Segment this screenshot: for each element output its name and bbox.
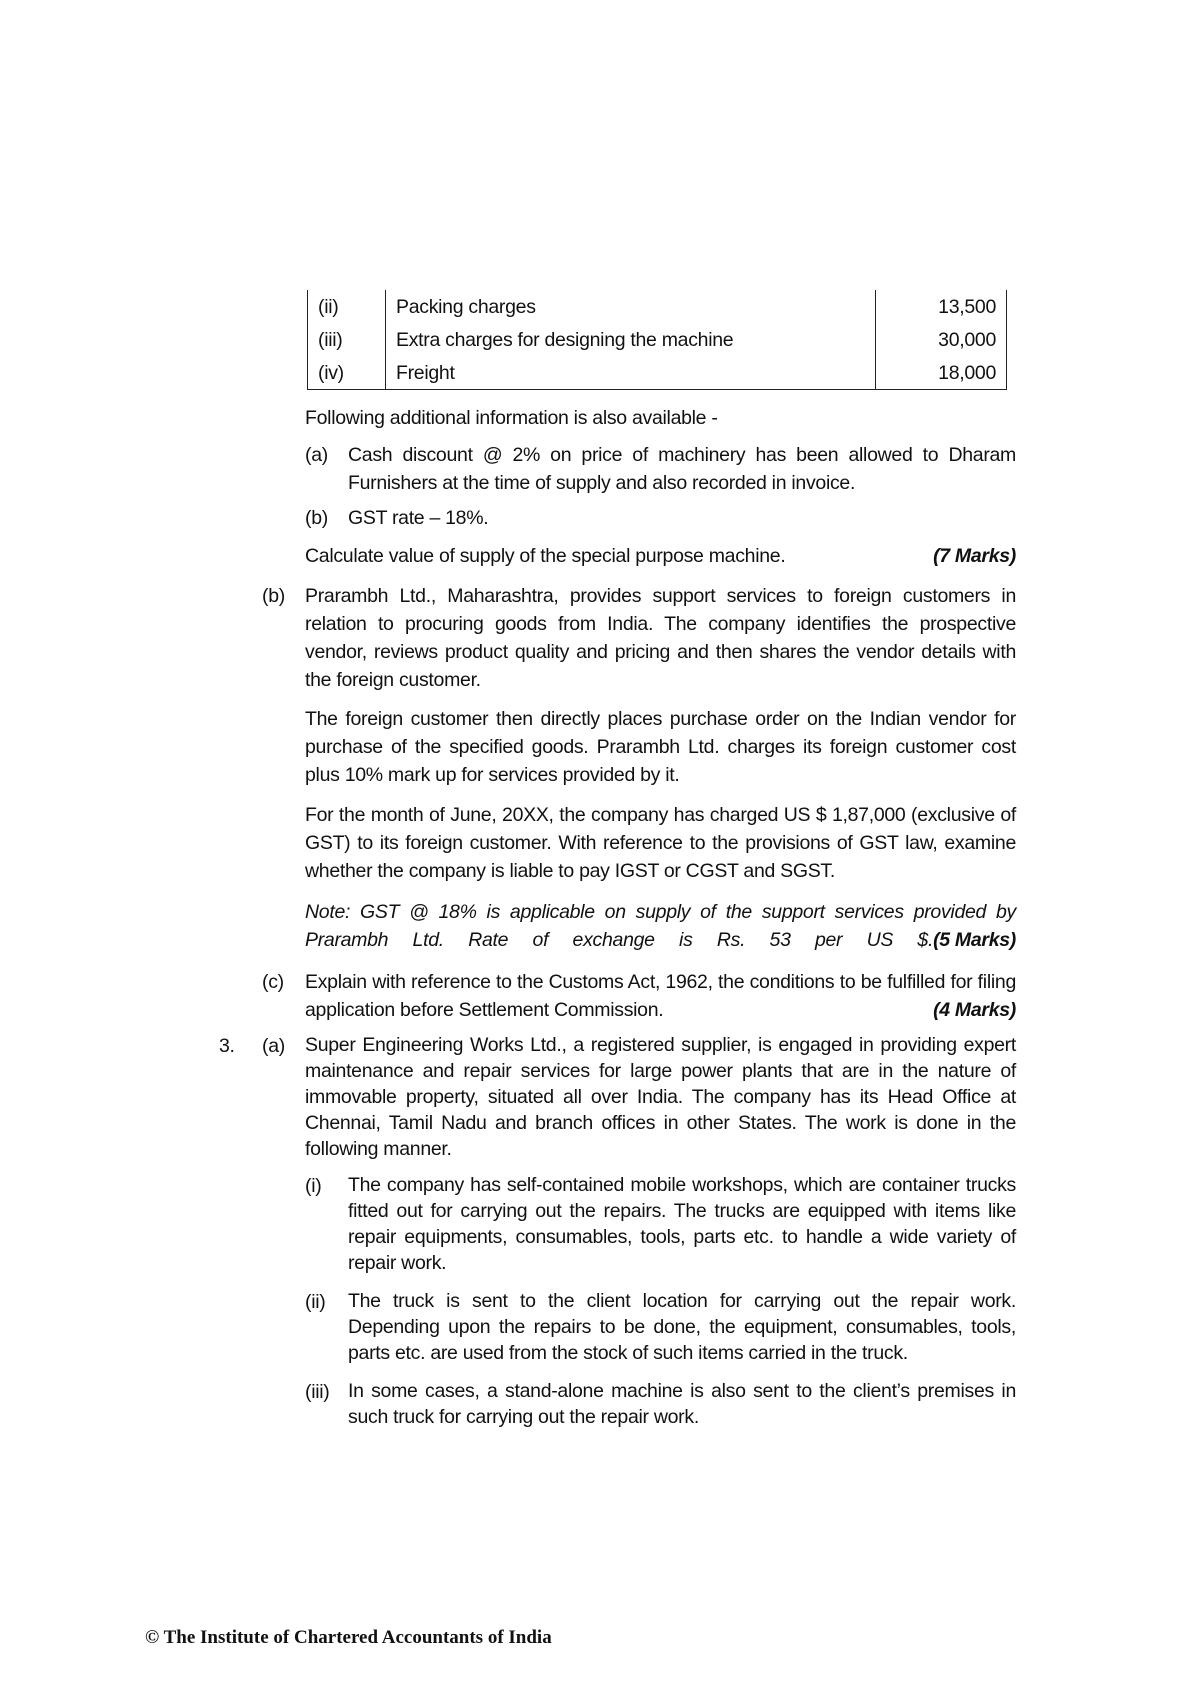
row-amount: 13,500 [876, 290, 1007, 323]
question-label-b: (b) [262, 585, 285, 607]
item-label-a: (a) [305, 444, 328, 466]
additional-info-intro: Following additional information is also available - [305, 407, 718, 429]
gst-rate-text: GST rate – 18%. [348, 507, 489, 529]
question-2b-paragraph-3: For the month of June, 20XX, the company has charged US $ 1,87,000 (exclusive of GST) to its foreign customer. With reference to the provisions of GST law, examine whether the company is liable to pay IGST or CGST and SGST. [305, 804, 1016, 882]
question-2b-paragraph-1: Prarambh Ltd., Maharashtra, provides support services to foreign customers in relation to procuring goods from India. The company identifies the prospective vendor, reviews product quality and pricing and then shares the vendor details with the foreign customer. [305, 585, 1016, 691]
question-2b-paragraph-2: The foreign customer then directly places purchase order on the Indian vendor for purchase of the specified goods. Prarambh Ltd. charges its foreign customer cost plus 10% mark up for services provided by it. [305, 708, 1016, 786]
item-label-ii: (ii) [305, 1291, 326, 1313]
item-label-i: (i) [305, 1175, 322, 1197]
question-label-c: (c) [262, 971, 284, 993]
row-item: Extra charges for designing the machine [396, 328, 734, 351]
table-row [308, 356, 1007, 390]
row-number: (iv) [308, 356, 386, 390]
question-text: Calculate value of supply of the special purpose machine. [305, 545, 786, 567]
marks-badge: (4 Marks) [933, 999, 1016, 1021]
marks-badge: (5 Marks) [933, 929, 1016, 951]
question-text: Explain with reference to the Customs Act, 1962, the conditions to be fulfilled for filing application before Settlement Commission. [305, 971, 1016, 1021]
cash-discount-text: Cash discount @ 2% on price of machinery has been allowed to Dharam Furnishers at the time of supply and also recorded in invoice. [348, 444, 1016, 494]
marks-badge: (7 Marks) [933, 545, 1016, 567]
footer-copyright: © The Institute of Chartered Accountants of India [145, 1627, 552, 1648]
row-amount: 18,000 [876, 356, 1007, 390]
row-number: (iii) [308, 323, 386, 356]
question-2b-note [305, 898, 1016, 954]
table-row [308, 323, 1007, 356]
item-label-b: (b) [305, 507, 328, 529]
row-item: Packing charges [396, 295, 536, 318]
item-i-text: The company has self-contained mobile workshops, which are container trucks fitted out for carrying out the repairs. The trucks are equipped with items like repair equipments, consumables, tools, parts etc. to handle a wide variety of repair work. [348, 1174, 1016, 1274]
question-2c [305, 968, 1016, 1024]
row-number: (ii) [308, 290, 386, 323]
item-ii-text: The truck is sent to the client location for carrying out the repair work. Depending upon the repairs to be done, the equipment, consumables, tools, parts etc. are used from the stock of such items carried in the truck. [348, 1290, 1016, 1364]
cost-table [307, 290, 1007, 390]
row-amount: 30,000 [876, 323, 1007, 356]
question-2a [305, 542, 1016, 570]
item-label-iii: (iii) [305, 1381, 330, 1403]
question-number-3: 3. [219, 1035, 235, 1057]
row-item: Freight [386, 356, 876, 390]
note-text: Note: GST @ 18% is applicable on supply of the support services provided by Prarambh Ltd. Rate of exchange is Rs. 53 per US $. [305, 901, 1016, 951]
item-iii-text: In some cases, a stand-alone machine is also sent to the client’s premises in such truck for carrying out the repair work. [348, 1380, 1016, 1428]
question-label-a: (a) [262, 1035, 285, 1057]
question-3a-intro: Super Engineering Works Ltd., a registered supplier, is engaged in providing expert maintenance and repair services for large power plants that are in the nature of immovable property, situated all over India. The company has its Head Office at Chennai, Tamil Nadu and branch offices in other States. The work is done in the following manner. [305, 1034, 1016, 1160]
table-row [308, 290, 1007, 323]
